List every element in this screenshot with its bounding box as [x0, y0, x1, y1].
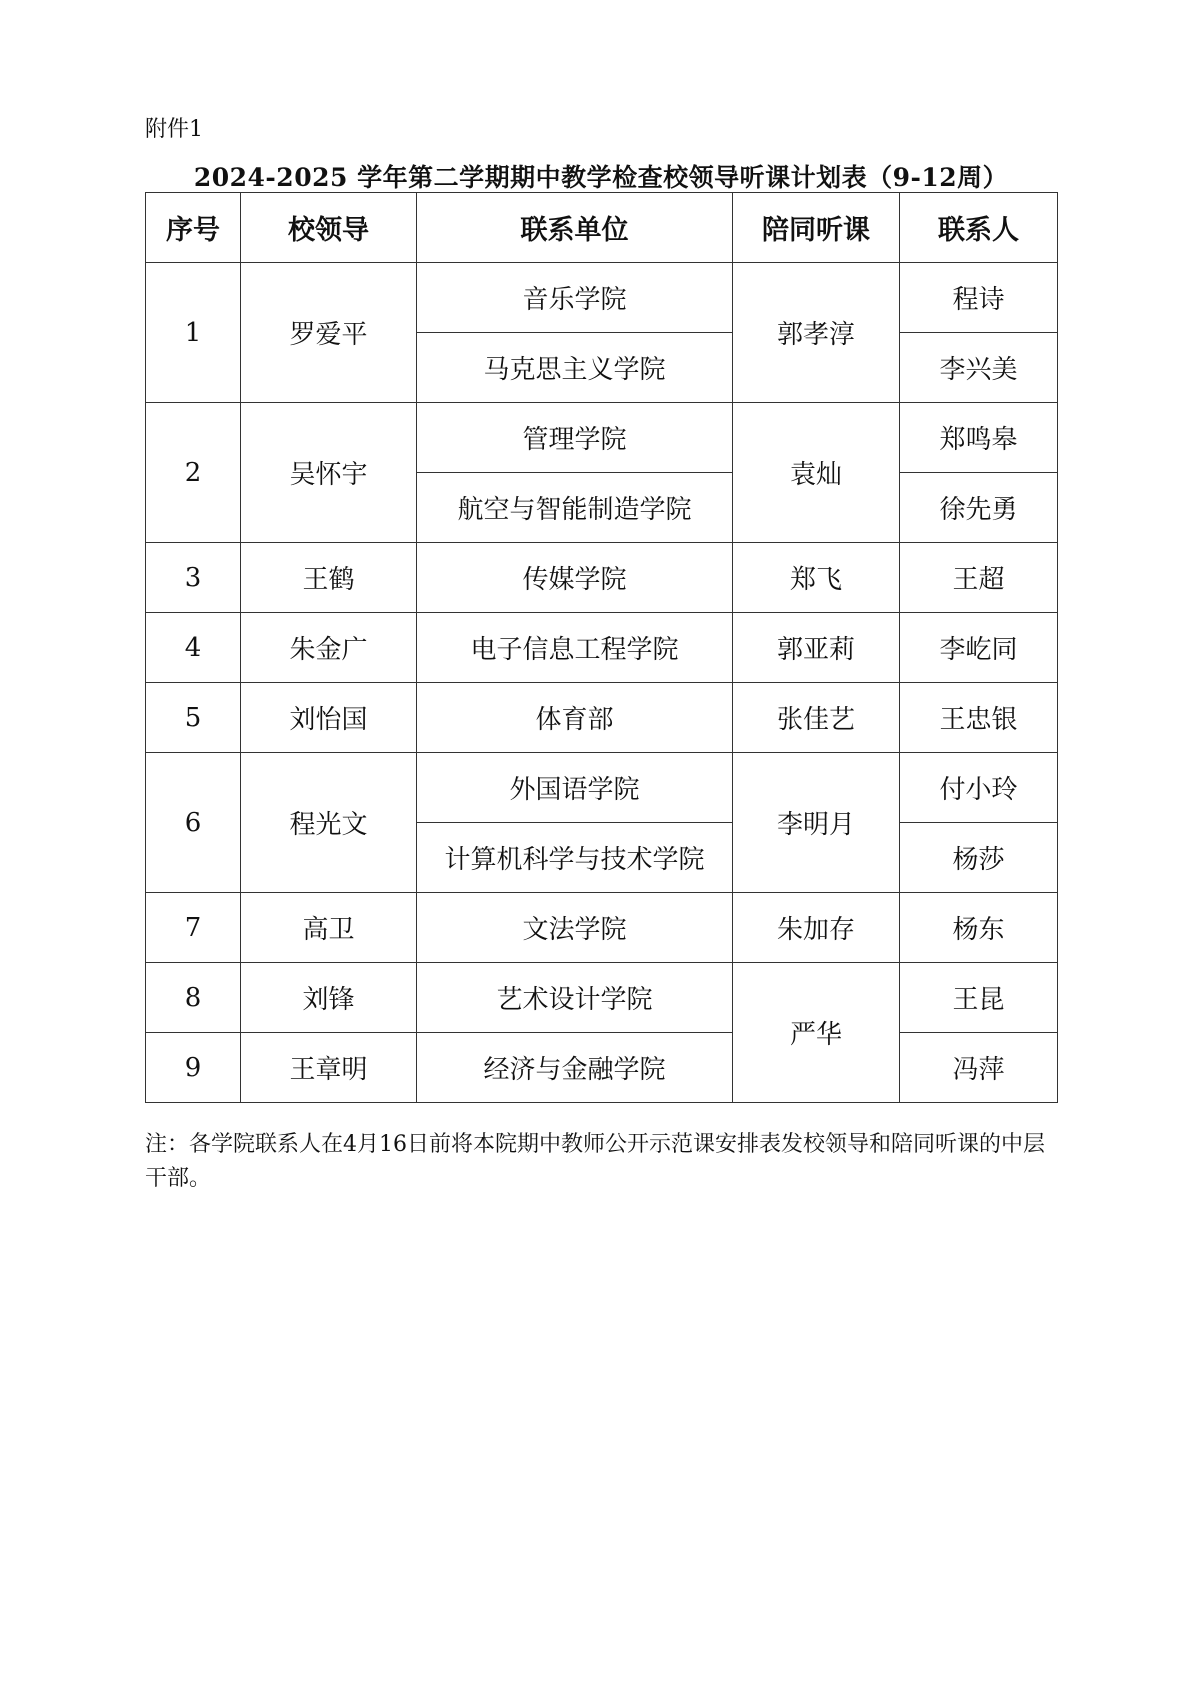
cell-contact: 李屹同 [900, 613, 1058, 683]
cell-unit: 计算机科学与技术学院 [417, 823, 733, 893]
cell-no: 4 [146, 613, 241, 683]
footnote: 注：各学院联系人在4月16日前将本院期中教师公开示范课安排表发校领导和陪同听课的中层干部。 [145, 1132, 1045, 1191]
lecture-plan-table [145, 192, 1058, 1103]
attachment-label: 附件1 [145, 117, 203, 142]
cell-accompany: 郭亚莉 [733, 613, 900, 683]
cell-contact: 王忠银 [900, 683, 1058, 753]
cell-no: 7 [146, 893, 241, 963]
cell-leader: 朱金广 [241, 613, 417, 683]
cell-accompany: 张佳艺 [733, 683, 900, 753]
cell-unit: 管理学院 [417, 403, 733, 473]
table-row [146, 893, 1058, 963]
cell-contact: 程诗 [900, 263, 1058, 333]
cell-leader: 刘怡国 [241, 683, 417, 753]
table-row [146, 543, 1058, 613]
cell-unit: 体育部 [417, 683, 733, 753]
table-row [146, 683, 1058, 753]
cell-accompany: 郑飞 [733, 543, 900, 613]
cell-accompany: 郭孝淳 [733, 263, 900, 403]
cell-accompany: 严华 [733, 963, 900, 1103]
cell-contact: 王昆 [900, 963, 1058, 1033]
cell-contact: 付小玲 [900, 753, 1058, 823]
cell-unit: 文法学院 [417, 893, 733, 963]
cell-unit: 音乐学院 [417, 263, 733, 333]
document-title: 2024-2025 学年第二学期期中教学检查校领导听课计划表（9-12周） [193, 163, 1009, 192]
cell-accompany: 朱加存 [733, 893, 900, 963]
cell-unit: 航空与智能制造学院 [417, 473, 733, 543]
cell-leader: 刘锋 [241, 963, 417, 1033]
cell-no: 5 [146, 683, 241, 753]
table-row [146, 1033, 1058, 1103]
cell-leader: 吴怀宇 [241, 403, 417, 543]
table-row [146, 753, 1058, 823]
cell-leader: 程光文 [241, 753, 417, 893]
cell-unit: 电子信息工程学院 [417, 613, 733, 683]
cell-no: 3 [146, 543, 241, 613]
cell-contact: 杨莎 [900, 823, 1058, 893]
table-row [146, 403, 1058, 473]
header-no: 序号 [146, 193, 241, 263]
header-contact: 联系人 [900, 193, 1058, 263]
cell-contact: 徐先勇 [900, 473, 1058, 543]
cell-unit: 传媒学院 [417, 543, 733, 613]
cell-unit: 外国语学院 [417, 753, 733, 823]
cell-leader: 王章明 [241, 1033, 417, 1103]
cell-no: 2 [146, 403, 241, 543]
cell-no: 9 [146, 1033, 241, 1103]
cell-contact: 杨东 [900, 893, 1058, 963]
cell-contact: 冯萍 [900, 1033, 1058, 1103]
table-row [146, 963, 1058, 1033]
table-row [146, 263, 1058, 333]
cell-leader: 高卫 [241, 893, 417, 963]
header-leader: 校领导 [241, 193, 417, 263]
header-unit: 联系单位 [417, 193, 733, 263]
header-accompany: 陪同听课 [733, 193, 900, 263]
cell-contact: 李兴美 [900, 333, 1058, 403]
cell-unit: 马克思主义学院 [417, 333, 733, 403]
table-header-row [146, 193, 1058, 263]
cell-leader: 王鹤 [241, 543, 417, 613]
cell-unit: 经济与金融学院 [417, 1033, 733, 1103]
cell-unit: 艺术设计学院 [417, 963, 733, 1033]
cell-accompany: 李明月 [733, 753, 900, 893]
cell-no: 1 [146, 263, 241, 403]
cell-accompany: 袁灿 [733, 403, 900, 543]
cell-contact: 郑鸣皋 [900, 403, 1058, 473]
cell-leader: 罗爱平 [241, 263, 417, 403]
table-row [146, 613, 1058, 683]
cell-no: 6 [146, 753, 241, 893]
cell-contact: 王超 [900, 543, 1058, 613]
cell-no: 8 [146, 963, 241, 1033]
